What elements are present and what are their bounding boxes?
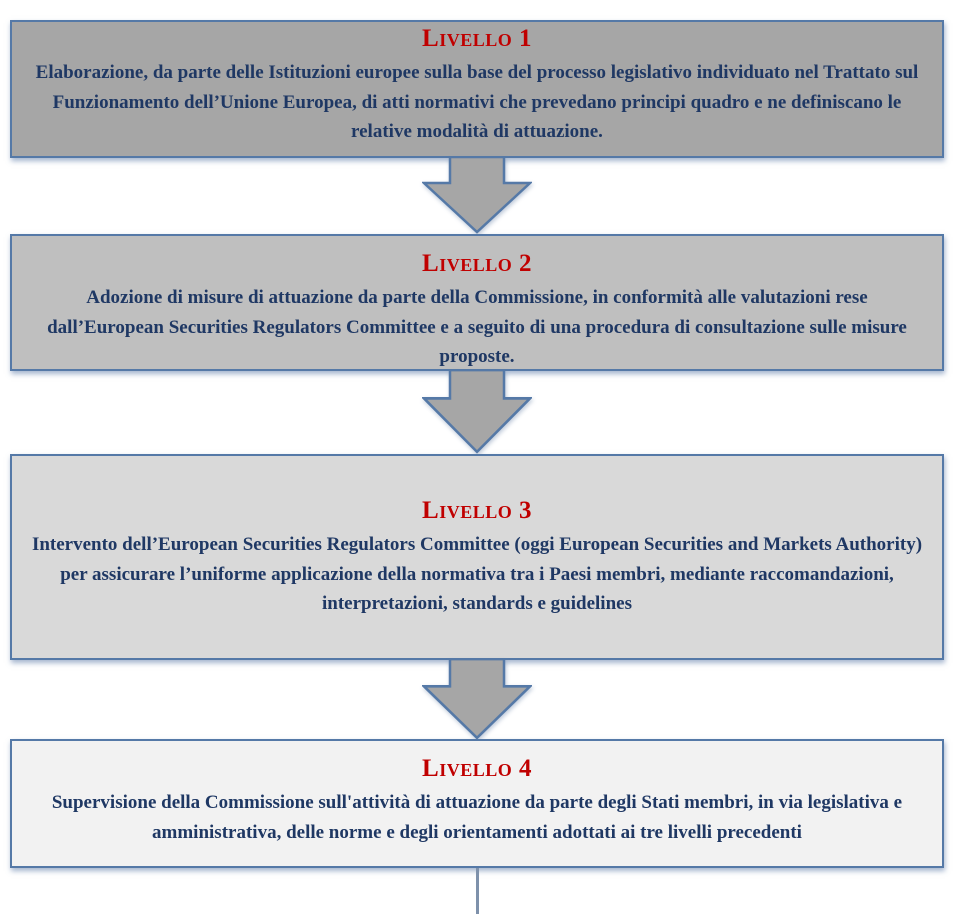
down-arrow-icon xyxy=(422,370,532,454)
level-3-box xyxy=(10,454,944,660)
level-1-box xyxy=(10,20,944,158)
level-2-body: Adozione di misure di attuazione da parte della Commissione, in conformità alle valutazioni rese dall’European Securities Regulators Committee e a seguito di una procedura di consultazione sulle misure proposte. xyxy=(47,287,907,367)
down-arrow-2 xyxy=(422,370,532,454)
level-3-body: Intervento dell’European Securities Regulators Committee (oggi European Securities and Markets Authority) per assicurare l’uniforme applicazione della normativa tra i Paesi membri, mediante raccomandazioni, interpretazioni, standards e guidelines xyxy=(31,534,923,615)
down-arrow-icon xyxy=(422,659,532,740)
level-4-title: Livello 4 xyxy=(422,755,532,782)
down-arrow-1 xyxy=(422,157,532,234)
level-3-title: Livello 3 xyxy=(422,497,532,525)
level-2-title: Livello 2 xyxy=(422,250,532,277)
level-1-title: Livello 1 xyxy=(422,25,532,52)
level-1-body: Elaborazione, da parte delle Istituzioni europee sulla base del processo legislativo individuato nel Trattato sul Funzionamento dell’Unione Europea, di atti normativi che prevedano principi quadro e ne definiscano le relative modalità di attuazione. xyxy=(35,62,919,142)
level-4-body: Supervisione della Commissione sull'attività di attuazione da parte degli Stati membri, in via legislativa e amministrativa, delle norme e degli orientamenti adottati ai tre livelli precedenti xyxy=(51,792,903,843)
connector-line xyxy=(476,868,479,914)
down-arrow-3 xyxy=(422,659,532,740)
level-2-box xyxy=(10,234,944,371)
level-4-box xyxy=(10,739,944,868)
down-arrow-icon xyxy=(422,157,532,234)
